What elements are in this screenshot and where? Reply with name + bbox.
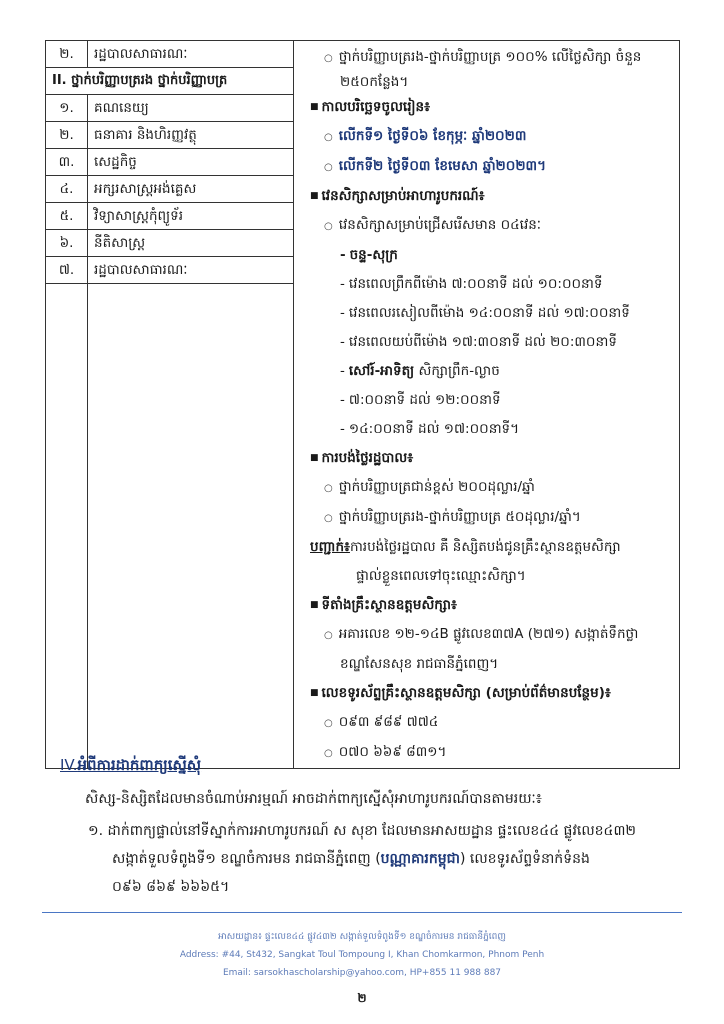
section-intro: សិស្ស-និស្សិតដែលមានចំណាប់អារម្មណ៍ អាចដាក់ពាក្យស្នើសុំអាហារូបករណ៍បានតាមរយៈ៖ xyxy=(85,791,542,807)
row-number: ២. xyxy=(46,41,88,68)
note-line: បញ្ជាក់៖ការបង់ថ្លៃរដ្ឋបាល គឺ និស្សិតបង់ជូនគ្រឹះស្ថានឧត្តមសិក្សា xyxy=(310,539,621,555)
weekday-shift: - វេនពេលរសៀលពីម៉ោង ១៤:០០នាទី ដល់ ១៧:០០នាទី xyxy=(340,305,630,321)
program-name: គណនេយ្យ xyxy=(88,95,294,122)
details-cell xyxy=(294,41,680,769)
weekday-label: - ចន្ទ-សុក្រ xyxy=(340,247,398,263)
table-row xyxy=(46,41,680,68)
shift-heading: ■ វេនសិក្សាសម្រាប់អាហារូបករណ៍៖ xyxy=(310,188,485,204)
empty-cell xyxy=(88,284,294,769)
footer-address-kh: អាសយដ្ឋាន៖ ផ្ទះលេខ៤៤ ផ្លូវ៤៣២ សង្កាត់ទួលទំពូងទី១ ខណ្ឌចំការមន រាជធានីភ្នំពេញ xyxy=(218,932,506,942)
enroll-heading: ■ កាលបរិច្ឆេទចូលរៀន៖ xyxy=(310,99,431,115)
fee-heading: ■ ការបង់ថ្លៃរដ្ឋបាល៖ xyxy=(310,450,414,466)
row-number: ៥. xyxy=(46,203,88,230)
footer-divider xyxy=(42,912,682,913)
row-number: ២. xyxy=(46,122,88,149)
program-name: វិទ្យាសាស្ត្រកុំព្យូទ័រ xyxy=(88,203,294,230)
weekday-shift: - វេនពេលព្រឹកពីម៉ោង ៧:០០នាទី ដល់ ១០:០០នាទី xyxy=(340,276,603,292)
section-title: IV.អំពីការដាក់ពាក្យស្នើសុំ xyxy=(60,756,202,774)
weekday-shift: - វេនពេលយប់ពីម៉ោង ១៧:៣០នាទី ដល់ ២០:៣០នាទី xyxy=(340,334,617,350)
page-number: ២ xyxy=(357,991,367,1005)
program-name: រដ្ឋបាលសាធារណៈ xyxy=(88,41,294,68)
program-name: រដ្ឋបាលសាធារណៈ xyxy=(88,257,294,284)
enroll-date-2: ○ លើកទី២ ថ្ងៃទី០៣ ខែមេសា ឆ្នាំ២០២៣។ xyxy=(324,158,546,174)
phone-line: ○ ០៧០ ៦៦៩ ៨៣១។ xyxy=(324,744,447,760)
shift-intro: ○ វេនសិក្សាសម្រាប់ជ្រើសរើសមាន ០៤វេនៈ xyxy=(324,217,541,233)
location-heading: ■ ទីតាំងគ្រឹះស្ថានឧត្តមសិក្សា៖ xyxy=(310,597,457,613)
section-heading: II. ថ្នាក់បរិញ្ញាបត្ររង ថ្នាក់បរិញ្ញាបត្រ xyxy=(46,68,294,95)
detail-line: ○ ថ្នាក់បរិញ្ញាបត្ររង-ថ្នាក់បរិញ្ញាបត្រ ១០០% លើថ្លៃសិក្សា ចំនួន xyxy=(324,49,642,65)
weekend-shift: - ១៤:០០នាទី ដល់ ១៧:០០នាទី។ xyxy=(340,421,520,437)
enroll-date-1: ○ លើកទី១ ថ្ងៃទី០៦ ខែកុម្ភៈ ឆ្នាំ២០២៣ xyxy=(324,128,527,144)
row-number: ៦. xyxy=(46,230,88,257)
empty-cell xyxy=(46,284,88,769)
phone-line: ○ ០៩៣ ៩៨៩ ៧៧៤ xyxy=(324,714,439,730)
application-step: ១. ដាក់ពាក្យផ្ទាល់នៅទីស្នាក់ការអាហារូបករណ៍ ស សុខា ដែលមានអាសយដ្ឋាន ផ្ទះលេខ៤៤ ផ្លូវលេខ៤៣២ xyxy=(88,823,637,839)
location-line: ខណ្ឌសែនសុខ រាជធានីភ្នំពេញ។ xyxy=(340,656,499,672)
fee-line: ○ ថ្នាក់បរិញ្ញាបត្រជាន់ខ្ពស់ ២០០ដុល្លារ/ឆ្នាំ xyxy=(324,479,535,495)
row-number: ៧. xyxy=(46,257,88,284)
program-name: ធនាគារ និងហិរញ្ញវត្ថុ xyxy=(88,122,294,149)
row-number: ៤. xyxy=(46,176,88,203)
row-number: ៣. xyxy=(46,149,88,176)
program-table xyxy=(45,40,680,769)
weekend-label: - សៅរ៍-អាទិត្យ សិក្សាព្រឹក-ល្ងាច xyxy=(340,363,500,379)
contact-phone: ០៩៦ ៨៦៩ ៦៦៦៥។ xyxy=(112,879,230,895)
row-number: ១. xyxy=(46,95,88,122)
note-line: ផ្ទាល់ខ្លួនពេលទៅចុះឈ្មោះសិក្សា។ xyxy=(356,568,526,584)
weekend-shift: - ៧:០០នាទី ដល់ ១២:០០នាទី xyxy=(340,392,501,408)
phone-heading: ■ លេខទូរស័ព្ទគ្រឹះស្ថានឧត្តមសិក្សា (សម្រាប់ព័ត៌មានបន្ថែម)៖ xyxy=(310,685,611,701)
footer-address-en: Address: #44, St432, Sangkat Toul Tompoung I, Khan Chomkarmon, Phnom Penh xyxy=(179,950,545,960)
program-name: នីតិសាស្ត្រ xyxy=(88,230,294,257)
program-name: សេដ្ឋកិច្ច xyxy=(88,149,294,176)
fee-line: ○ ថ្នាក់បរិញ្ញាបត្ររង-ថ្នាក់បរិញ្ញាបត្រ ៥០ដុល្លារ/ឆ្នាំ។ xyxy=(324,509,581,525)
program-name: អក្សរសាស្ត្រអង់គ្លេស xyxy=(88,176,294,203)
footer-email: Email: sarsokhascholarship@yahoo.com, HP+855 11 988 887 xyxy=(222,968,502,978)
location-line: ○ អគារលេខ ១២-១៤B ផ្លូវលេខ៣៧A (២៧១) សង្កាត់ទឹកថ្លា xyxy=(324,626,639,642)
detail-line: ២៥០កន្លែង។ xyxy=(340,74,409,90)
application-step: សង្កាត់ទួលទំពូងទី១ ខណ្ឌចំការមន រាជធានីភ្នំពេញ (បណ្ណាគារកម្ពុជា) លេខទូរស័ព្ទទំនាក់ទំនង xyxy=(112,851,590,867)
